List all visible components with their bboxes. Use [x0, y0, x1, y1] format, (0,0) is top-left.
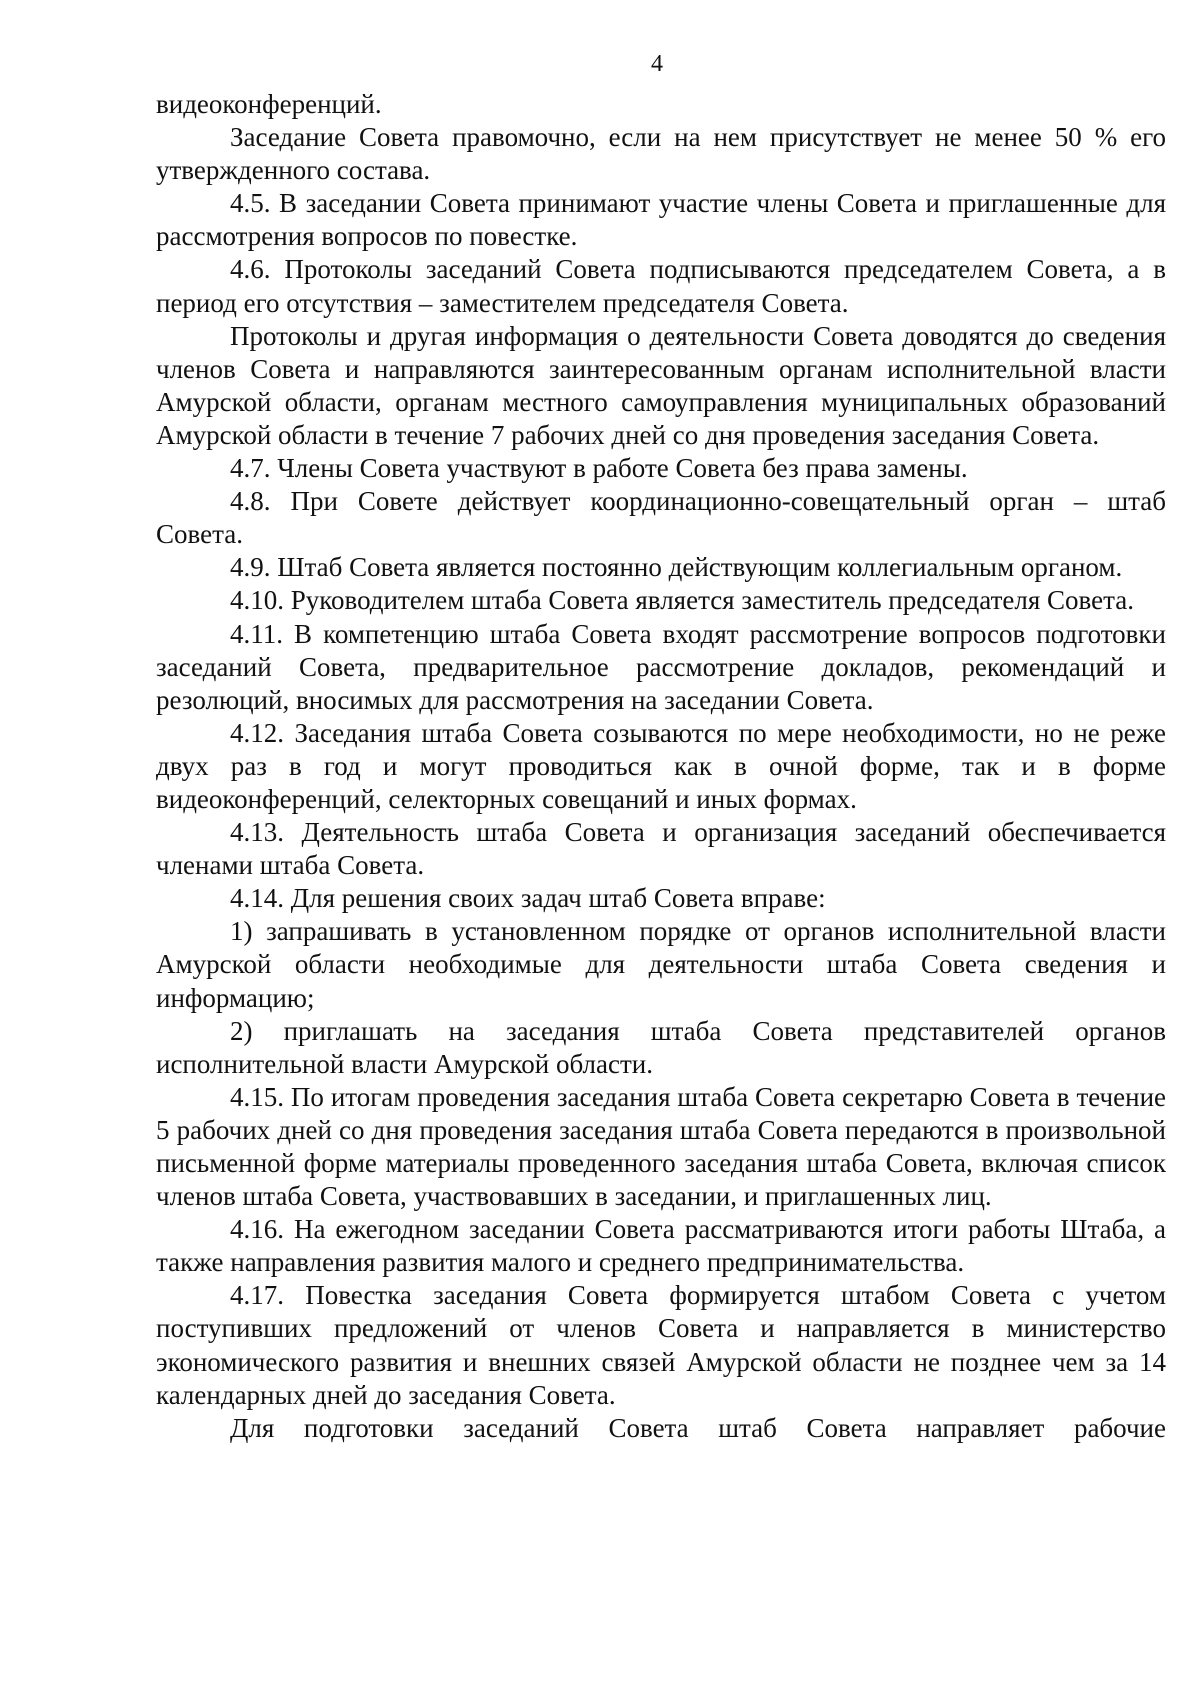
paragraph: 4.6. Протоколы заседаний Совета подписываются председателем Совета, а в период его отсутствия – заместителем председателя Совета. — [156, 254, 1166, 318]
paragraph: 4.17. Повестка заседания Совета формируется штабом Совета с учетом поступивших предложений от членов Совета и направляется в министерство экономического развития и внешних связей Амурской области не позднее чем за 14 календарных дней до заседания Совета. — [156, 1280, 1166, 1410]
paragraph: Для подготовки заседаний Совета штаб Совета направляет рабочие — [230, 1412, 1166, 1443]
document-body — [156, 88, 1166, 1445]
paragraph: 2) приглашать на заседания штаба Совета представителей органов исполнительной власти Амурской области. — [156, 1015, 1166, 1079]
paragraph: 4.8. При Совете действует координационно-совещательный орган – штаб Совета. — [156, 486, 1166, 550]
paragraph: 4.13. Деятельность штаба Совета и организация заседаний обеспечивается членами штаба Совета. — [156, 817, 1166, 881]
paragraph: видеоконференций. — [156, 89, 382, 119]
paragraph: 4.16. На ежегодном заседании Совета рассматриваются итоги работы Штаба, а также направления развития малого и среднего предпринимательства. — [156, 1214, 1166, 1278]
paragraph: 4.12. Заседания штаба Совета созываются по мере необходимости, но не реже двух раз в год и могут проводиться как в очной форме, так и в форме видеоконференций, селекторных совещаний и иных формах. — [156, 717, 1166, 814]
paragraph: 4.15. По итогам проведения заседания штаба Совета секретарю Совета в течение 5 рабочих дней со дня проведения заседания штаба Совета передаются в произвольной письменной форме материалы проведенного заседания штаба Совета, включая список членов штаба Совета, участвовавших в заседании, и приглашенных лиц. — [156, 1081, 1166, 1212]
paragraph: 4.11. В компетенцию штаба Совета входят рассмотрение вопросов подготовки заседаний Совета, предварительное рассмотрение докладов, рекомендаций и резолюций, вносимых для рассмотрения на заседании Совета. — [156, 618, 1166, 715]
paragraph: 4.7. Члены Совета участвуют в работе Совета без права замены. — [230, 453, 968, 484]
paragraph: 4.5. В заседании Совета принимают участие члены Совета и приглашенные для рассмотрения вопросов по повестке. — [156, 188, 1166, 252]
paragraph: Протоколы и другая информация о деятельности Совета доводятся до сведения членов Совета и направляются заинтересованным органам исполнительной власти Амурской области, органам местного самоуправления муниципальных образований Амурской области в течение 7 рабочих дней со дня проведения заседания Совета. — [156, 320, 1166, 450]
paragraph: 4.9. Штаб Совета является постоянно действующим коллегиальным органом. — [230, 552, 1123, 583]
paragraph: 4.14. Для решения своих задач штаб Совета вправе: — [230, 883, 826, 914]
page-number: 4 — [651, 51, 663, 77]
paragraph: 1) запрашивать в установленном порядке от органов исполнительной власти Амурской области необходимые для деятельности штаба Совета сведения и информацию; — [156, 916, 1166, 1013]
paragraph: Заседание Совета правомочно, если на нем присутствует не менее 50 % его утвержденного состава. — [156, 122, 1166, 186]
paragraph: 4.10. Руководителем штаба Совета является заместитель председателя Совета. — [230, 585, 1134, 616]
